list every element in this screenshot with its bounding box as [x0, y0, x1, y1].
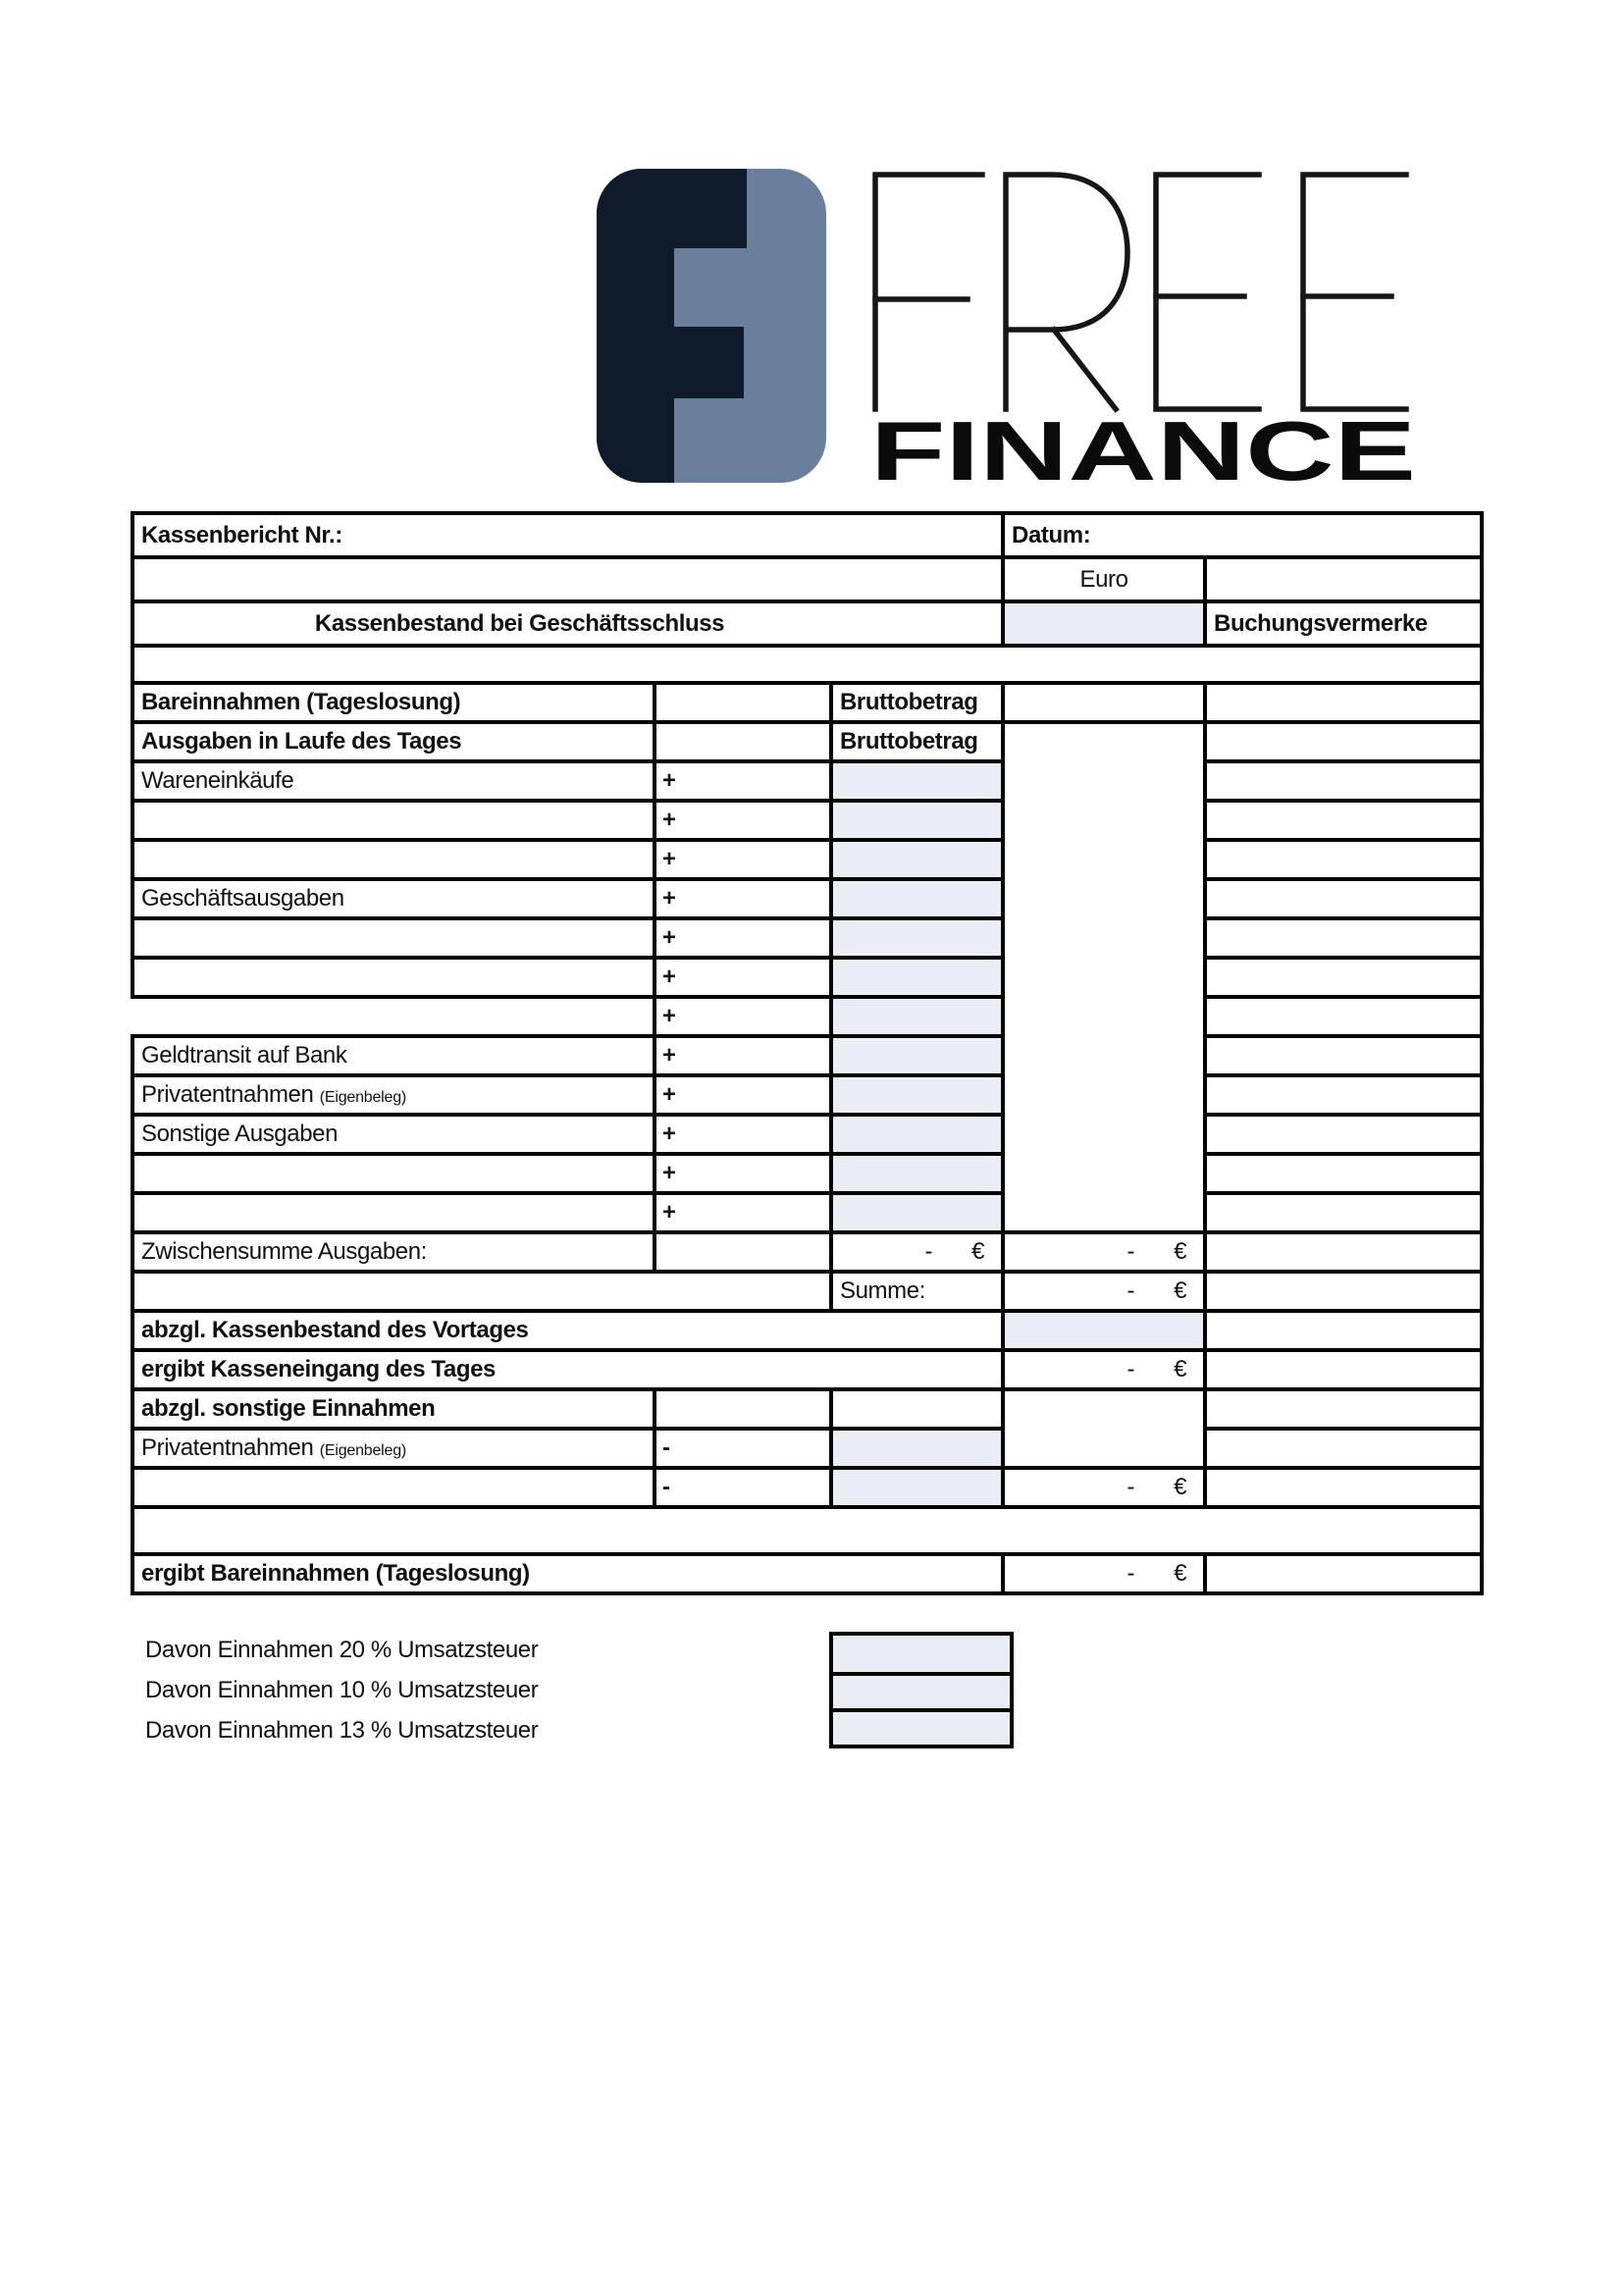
row-closing-balance [132, 601, 1482, 646]
minus-sign: - [662, 1474, 670, 1500]
amount-input-cell[interactable] [831, 1429, 1003, 1468]
logo-icon-f-stem [597, 169, 674, 483]
freefinance-logo-icon [597, 169, 826, 483]
amount-input-cell[interactable] [831, 761, 1003, 801]
expense-label-cell [132, 801, 655, 840]
row-sum [132, 1272, 1482, 1311]
expense-row [132, 1036, 1482, 1075]
row-spacer-top [132, 646, 1482, 683]
expense-label-cell [132, 840, 655, 879]
logo-free-text [875, 175, 1406, 409]
deduction-row [132, 1429, 1482, 1468]
amount-input-cell[interactable] [831, 1193, 1003, 1232]
closing-balance-input-cell[interactable] [1003, 601, 1205, 646]
result-cash-income-label: ergibt Bareinnahmen (Tageslosung) [141, 1560, 530, 1587]
expense-label: Geschäftsausgaben [141, 885, 344, 912]
note-cell[interactable] [1205, 1154, 1482, 1193]
deduction-label-cell [132, 1429, 655, 1468]
expense-row [132, 879, 1482, 918]
sign-cell[interactable] [655, 1115, 831, 1154]
report-number-label: Kassenbericht Nr.: [141, 521, 342, 548]
sign-cell[interactable] [655, 1036, 831, 1075]
expense-row [132, 1154, 1482, 1193]
note-cell[interactable] [1205, 1554, 1482, 1593]
row-less-prev-balance [132, 1311, 1482, 1350]
euro-sign: € [1174, 1560, 1187, 1587]
row-subtotal [132, 1232, 1482, 1272]
expense-row [132, 997, 1482, 1036]
row-cash-income [132, 683, 1482, 722]
note-cell[interactable] [1205, 918, 1482, 958]
amount-dash: - [1126, 1560, 1135, 1587]
note-cell[interactable] [1205, 1075, 1482, 1115]
note-cell[interactable] [1205, 1468, 1482, 1507]
expense-label-cell [132, 1154, 655, 1193]
less-prev-balance-label: abzgl. Kassenbestand des Vortages [141, 1317, 529, 1343]
note-cell[interactable] [1205, 761, 1482, 801]
expense-label: Wareneinkäufe [141, 767, 294, 794]
amount-dash: - [1126, 1277, 1135, 1304]
sum-label-cell [831, 1272, 1003, 1311]
note-cell[interactable] [1205, 1429, 1482, 1468]
result-cash-income-label-cell [132, 1554, 1003, 1593]
expense-row [132, 918, 1482, 958]
entry-cell[interactable] [655, 1389, 831, 1429]
plus-sign: + [662, 1199, 676, 1225]
expense-row [132, 958, 1482, 997]
note-cell[interactable] [1205, 879, 1482, 918]
less-prev-balance-label-cell [132, 1311, 1003, 1350]
expense-row [132, 1193, 1482, 1232]
amount-input-cell[interactable] [831, 918, 1003, 958]
spacer-cell [132, 646, 1482, 683]
expense-row [132, 761, 1482, 801]
expense-label-cell [132, 1193, 655, 1232]
subtotal-label: Zwischensumme Ausgaben: [141, 1238, 427, 1265]
expense-label-cell [132, 1036, 655, 1075]
amount-dash: - [1126, 1474, 1135, 1500]
closing-balance-label-cell [132, 601, 1003, 646]
note-cell[interactable] [1205, 1272, 1482, 1311]
euro-sign: € [1174, 1277, 1187, 1304]
euro-sign: € [1174, 1238, 1187, 1265]
tax-label-10: Davon Einnahmen 10 % Umsatzsteuer [145, 1677, 539, 1703]
tax-entry-cell-13[interactable] [833, 1708, 1010, 1745]
freefinance-wordmark [868, 169, 1418, 483]
deduction-label: Privatentnahmen [141, 1434, 314, 1461]
booking-notes-header-cell [1205, 601, 1482, 646]
expense-label-cell [132, 761, 655, 801]
plus-sign: + [662, 1160, 676, 1186]
sign-cell[interactable] [655, 840, 831, 879]
less-other-income-label-cell [132, 1389, 655, 1429]
entry-cell[interactable] [831, 1389, 1003, 1429]
plus-sign: + [662, 1042, 676, 1069]
blank-cell [132, 557, 1003, 601]
date-label: Datum: [1012, 521, 1091, 548]
subtotal-label-cell [132, 1232, 655, 1272]
plus-sign: + [662, 1003, 676, 1029]
cash-income-label: Bareinnahmen (Tageslosung) [141, 689, 461, 715]
plus-sign: + [662, 885, 676, 912]
entry-cell[interactable] [655, 1232, 831, 1272]
sign-cell[interactable] [655, 1193, 831, 1232]
sign-cell[interactable] [655, 1468, 831, 1507]
merged-summary-cell[interactable] [1003, 722, 1205, 1232]
amount-input-cell[interactable] [831, 997, 1003, 1036]
row-result-cash-in [132, 1350, 1482, 1389]
note-cell[interactable] [1205, 997, 1482, 1036]
plus-sign: + [662, 1081, 676, 1108]
less-other-income-label: abzgl. sonstige Einnahmen [141, 1395, 436, 1422]
expense-row [132, 1115, 1482, 1154]
amount-input-cell[interactable] [831, 1036, 1003, 1075]
result-amount-cell[interactable] [1003, 1554, 1205, 1593]
gross-amount-header-cell [831, 722, 1003, 761]
subtotal-amount-cell[interactable] [1003, 1232, 1205, 1272]
plus-sign: + [662, 807, 676, 833]
sign-cell[interactable] [655, 879, 831, 918]
expenses-label: Ausgaben in Laufe des Tages [141, 728, 462, 755]
kassenbericht-table [131, 511, 1484, 1595]
note-cell[interactable] [1205, 1311, 1482, 1350]
note-cell[interactable] [1205, 801, 1482, 840]
note-cell[interactable] [1205, 1389, 1482, 1429]
amount-dash: - [1126, 1356, 1135, 1382]
merged-deduction-cell[interactable] [1003, 1389, 1205, 1468]
tax-entry-cell-20[interactable] [833, 1636, 1010, 1672]
cash-income-label-cell [132, 683, 655, 722]
subtotal-amount-cell[interactable] [831, 1232, 1003, 1272]
entry-cell[interactable] [655, 683, 831, 722]
tax-entry-cell-10[interactable] [833, 1672, 1010, 1708]
note-cell[interactable] [1205, 1036, 1482, 1075]
entry-cell[interactable] [655, 722, 831, 761]
entry-cell[interactable] [1205, 557, 1482, 601]
gross-amount-header-cell [831, 683, 1003, 722]
amount-input-cell[interactable] [831, 958, 1003, 997]
amount-input-cell[interactable] [831, 1115, 1003, 1154]
tax-section [131, 1630, 1480, 1767]
amount-dash: - [924, 1238, 933, 1265]
result-amount-cell[interactable] [1003, 1350, 1205, 1389]
amount-input-cell[interactable] [831, 1468, 1003, 1507]
sign-cell[interactable] [655, 801, 831, 840]
amount-input-cell[interactable] [831, 1075, 1003, 1115]
note-cell[interactable] [1205, 1350, 1482, 1389]
row-report-header [132, 513, 1482, 557]
plus-sign: + [662, 1121, 676, 1147]
closing-balance-label: Kassenbestand bei Geschäftsschluss [314, 609, 725, 637]
row-expenses-header [132, 722, 1482, 761]
amount-input-cell[interactable] [831, 801, 1003, 840]
deduction-label-cell [132, 1468, 655, 1507]
row-result-cash-income [132, 1554, 1482, 1593]
plus-sign: + [662, 767, 676, 794]
tax-label-20: Davon Einnahmen 20 % Umsatzsteuer [145, 1637, 539, 1663]
gross-amount-label: Bruttobetrag [840, 728, 978, 755]
expense-label: Privatentnahmen [141, 1081, 314, 1108]
expense-label-cell [132, 1115, 655, 1154]
row-spacer-bottom [132, 1507, 1482, 1554]
expense-label-cell [132, 879, 655, 918]
expense-label-cell [132, 997, 655, 1036]
date-cell[interactable] [1003, 513, 1482, 557]
expense-label-cell [132, 918, 655, 958]
note-cell[interactable] [1205, 722, 1482, 761]
amount-input-cell[interactable] [831, 879, 1003, 918]
note-cell[interactable] [1205, 1232, 1482, 1272]
note-cell[interactable] [1205, 958, 1482, 997]
row-currency [132, 557, 1482, 601]
expense-label-cell [132, 958, 655, 997]
expense-sublabel: (Eigenbeleg) [319, 1089, 407, 1106]
note-cell[interactable] [1205, 840, 1482, 879]
plus-sign: + [662, 964, 676, 990]
deduction-sublabel: (Eigenbeleg) [319, 1442, 407, 1459]
booking-notes-label: Buchungsvermerke [1214, 609, 1428, 637]
euro-sign: € [1174, 1356, 1187, 1382]
sign-cell[interactable] [655, 1075, 831, 1115]
amount-dash: - [1126, 1238, 1135, 1265]
sum-label: Summe: [840, 1277, 925, 1304]
note-cell[interactable] [1205, 1193, 1482, 1232]
expenses-label-cell [132, 722, 655, 761]
sign-cell[interactable] [655, 1154, 831, 1193]
deduction-amount-cell[interactable] [1003, 1468, 1205, 1507]
sign-cell[interactable] [655, 918, 831, 958]
expense-label: Geldtransit auf Bank [141, 1042, 347, 1069]
expense-label-cell [132, 1075, 655, 1115]
euro-sign: € [971, 1238, 985, 1265]
note-cell[interactable] [1205, 1115, 1482, 1154]
blank-cell [132, 1272, 831, 1311]
sign-cell[interactable] [655, 958, 831, 997]
result-cash-in-label-cell [132, 1350, 1003, 1389]
sign-cell[interactable] [655, 997, 831, 1036]
currency-header-cell [1003, 557, 1205, 601]
spacer-cell [132, 1507, 1482, 1554]
tax-label-13: Davon Einnahmen 13 % Umsatzsteuer [145, 1717, 539, 1744]
expense-row [132, 1075, 1482, 1115]
expense-row [132, 840, 1482, 879]
amount-input-cell[interactable] [831, 1154, 1003, 1193]
plus-sign: + [662, 846, 676, 872]
result-cash-in-label: ergibt Kasseneingang des Tages [141, 1356, 496, 1382]
entry-cell[interactable] [1003, 683, 1205, 722]
gross-amount-label: Bruttobetrag [840, 689, 978, 715]
sign-cell[interactable] [655, 1429, 831, 1468]
sign-cell[interactable] [655, 761, 831, 801]
prev-balance-input-cell[interactable] [1003, 1311, 1205, 1350]
row-less-other-income [132, 1389, 1482, 1429]
minus-sign: - [662, 1434, 670, 1461]
logo-finance-text: FINANCE [870, 405, 1416, 483]
deduction-row [132, 1468, 1482, 1507]
expense-label: Sonstige Ausgaben [141, 1121, 339, 1147]
plus-sign: + [662, 924, 676, 951]
amount-input-cell[interactable] [831, 840, 1003, 879]
report-number-cell[interactable] [132, 513, 1003, 557]
tax-entry-boxes [829, 1632, 1014, 1748]
euro-sign: € [1174, 1474, 1187, 1500]
expense-row [132, 801, 1482, 840]
sum-amount-cell[interactable] [1003, 1272, 1205, 1311]
currency-label: Euro [1079, 565, 1128, 593]
note-cell[interactable] [1205, 683, 1482, 722]
